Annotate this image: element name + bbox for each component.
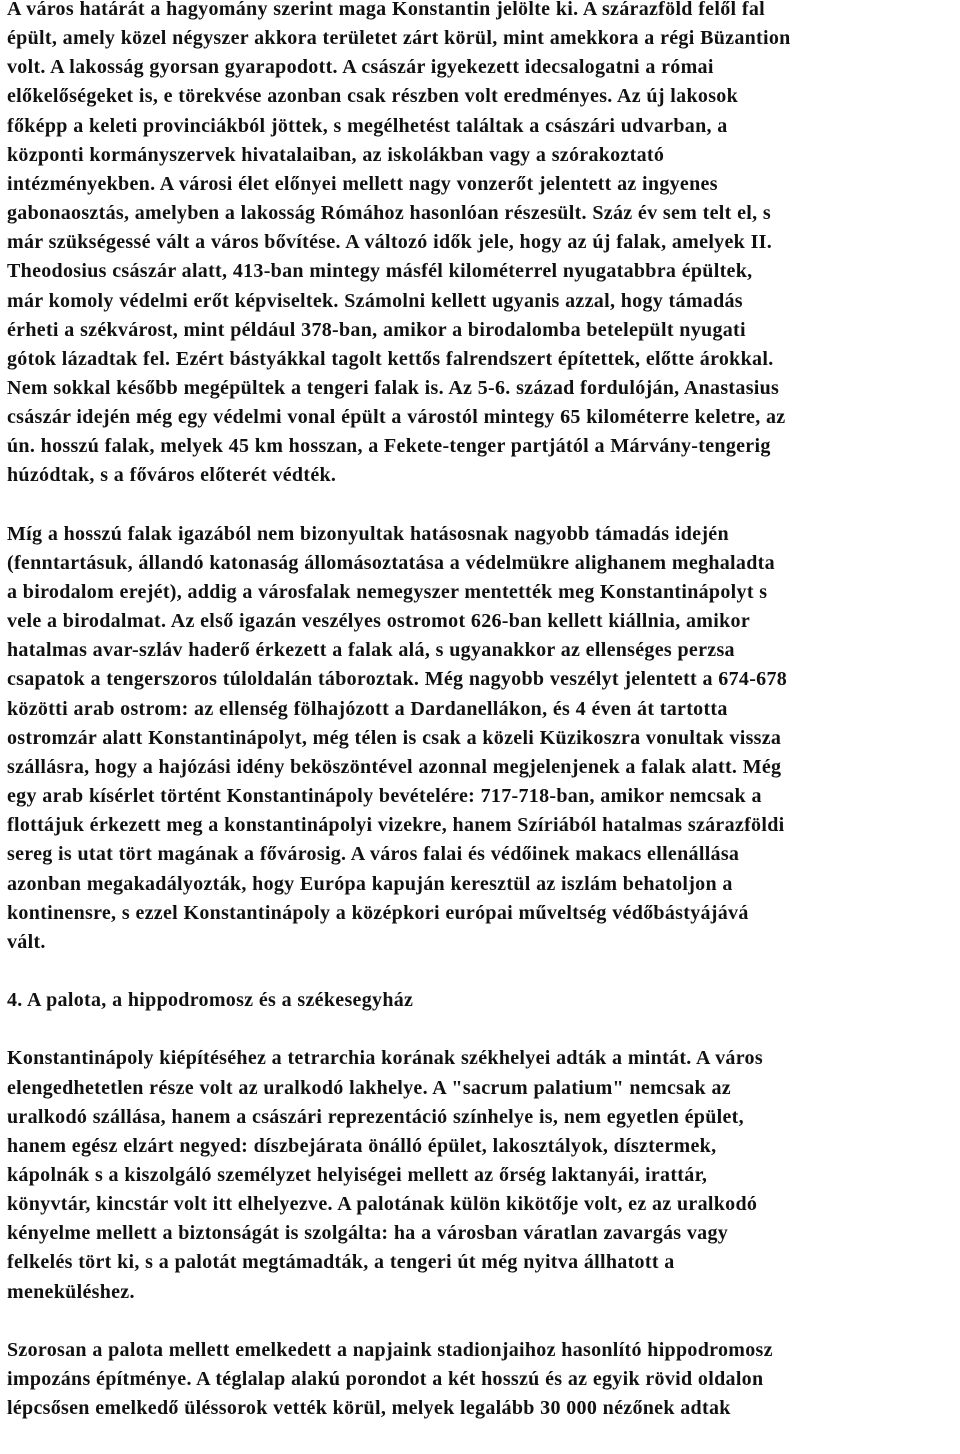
text-line: húzódtak, s a főváros előterét védték. <box>7 464 337 487</box>
text-line: szállásra, hogy a hajózási idény beköszöntével azonnal megjelenjenek a falak alatt. Még <box>7 755 782 778</box>
text-line: flottájuk érkezett meg a konstantinápolyi vizekre, hanem Szíriából hatalmas szárazföldi <box>7 814 785 837</box>
text-line: Míg a hosszú falak igazából nem bizonyultak hatásosnak nagyobb támadás idején <box>7 522 729 545</box>
text-line: érheti a székvárost, mint például 378-ban, amikor a birodalomba betelepült nyugati <box>7 318 746 341</box>
text-line: felkelés tört ki, s a palotát megtámadták, a tengeri út még nyitva állhatott a <box>7 1251 675 1274</box>
text-line: Nem sokkal később megépültek a tengeri falak is. Az 5-6. század fordulóján, Anastasius <box>7 376 780 399</box>
text-line: kényelme mellett a biztonságát is szolgálta: ha a városban váratlan zavargás vagy <box>7 1222 729 1245</box>
text-line: intézményekben. A városi élet előnyei mellett nagy vonzerőt jelentett az ingyenes <box>7 172 718 195</box>
text-line: egy arab kísérlet történt Konstantinápoly bevételére: 717-718-ban, amikor nemcsak a <box>7 785 762 808</box>
text-line: A város határát a hagyomány szerint maga Konstantin jelölte ki. A szárazföld felől fal <box>7 0 765 20</box>
heading-text: 4. A palota, a hippodromosz és a székesegyház <box>7 989 414 1012</box>
text-line: császár idején még egy védelmi vonal épült a várostól mintegy 65 kilométerre keletre, az <box>7 406 786 429</box>
text-line: meneküléshez. <box>7 1280 135 1303</box>
text-line: ostromzár alatt Konstantinápolyt, még télen is csak a közeli Küzikoszra vonultak vissza <box>7 726 782 749</box>
text-line: már komoly védelmi erőt képviseltek. Számolni kellett ugyanis azzal, hogy támadás <box>7 289 743 312</box>
text-line: már szükségessé vált a város bővítése. A változó idők jele, hogy az új falak, amelyek II. <box>7 231 773 254</box>
text-line: volt. A lakosság gyorsan gyarapodott. A császár igyekezett idecsalogatni a római <box>7 56 714 79</box>
text-line: csapatok a tengerszoros túloldalán táboroztak. Még nagyobb veszélyt jelentett a 674-678 <box>7 668 788 691</box>
text-line: vált. <box>7 930 46 953</box>
text-line: hanem egész elzárt negyed: díszbejárata önálló épület, lakosztályok, dísztermek, <box>7 1134 717 1157</box>
text-line: lépcsősen emelkedő üléssorok vették körül, melyek legalább 30 000 nézőnek adtak <box>7 1397 731 1420</box>
text-line: előkelőségeket is, e törekvése azonban csak részben volt eredményes. Az új lakosok <box>7 85 738 108</box>
text-line: sereg is utat tört magának a fővárosig. A város falai és védőinek makacs ellenállása <box>7 843 740 866</box>
text-line: közötti arab ostrom: az ellenség fölhajózott a Dardanellákon, és 4 éven át tartotta <box>7 697 728 720</box>
text-line: gabonaosztás, amelyben a lakosság Rómához hasonlóan részesült. Száz év sem telt el, s <box>7 202 771 225</box>
text-line: könyvtár, kincstár volt itt elhelyezve. A palotának külön kikötője volt, ez az uralkodó <box>7 1193 758 1216</box>
text-line: épült, amely közel négyszer akkora területet zárt körül, mint amekkora a régi Büzantion <box>7 27 791 50</box>
text-line: hatalmas avar-szláv haderő érkezett a falak alá, s ugyanakkor az ellenséges perzsa <box>7 639 735 662</box>
text-line: a birodalom erejét), addig a városfalak nemegyszer mentették meg Konstantinápolyt s <box>7 581 768 603</box>
text-line: impozáns építménye. A téglalap alakú porondot a két hosszú és az egyik rövid oldalon <box>7 1368 764 1391</box>
text-line: főképp a keleti provinciákból jöttek, s megélhetést találtak a császári udvarban, a <box>7 114 728 137</box>
text-line: kontinensre, s ezzel Konstantinápoly a középkori európai műveltség védőbástyájává <box>7 901 749 924</box>
text-line: azonban megakadályozták, hogy Európa kapuján keresztül az iszlám behatoljon a <box>7 872 733 895</box>
text-line: központi kormányszervek hivatalaiban, az iskolákban vagy a szórakoztató <box>7 143 665 166</box>
text-line: Konstantinápoly kiépítéséhez a tetrarchia korának székhelyei adták a mintát. A város <box>7 1047 763 1070</box>
text-line: gótok lázadtak fel. Ezért bástyákkal tagolt kettős falrendszert építettek, előtte árokkal. <box>7 347 774 370</box>
text-line: (fenntartásuk, állandó katonaság állomásoztatása a védelmükre alighanem meghaladta <box>7 551 775 574</box>
text-line: ún. hosszú falak, melyek 45 km hosszan, a Fekete-tenger partjától a Márvány-tengerig <box>7 435 771 458</box>
text-line: kápolnák s a kiszolgáló személyzet helyiségei mellett az őrség laktanyái, irattár, <box>7 1164 708 1186</box>
text-line: uralkodó szállása, hanem a császári reprezentáció színhelye is, nem egyetlen épület, <box>7 1105 744 1128</box>
text-line: elengedhetetlen része volt az uralkodó lakhelye. A "sacrum palatium" nemcsak az <box>7 1076 731 1099</box>
text-line: Theodosius császár alatt, 413-ban mintegy másfél kilométerrel nyugatabbra épültek, <box>7 260 753 283</box>
text-line: Szorosan a palota mellett emelkedett a napjaink stadionjaihoz hasonlító hippodromosz <box>7 1338 773 1361</box>
text-line: vele a birodalmat. Az első igazán veszélyes ostromot 626-ban kellett kiállnia, amikor <box>7 610 751 633</box>
